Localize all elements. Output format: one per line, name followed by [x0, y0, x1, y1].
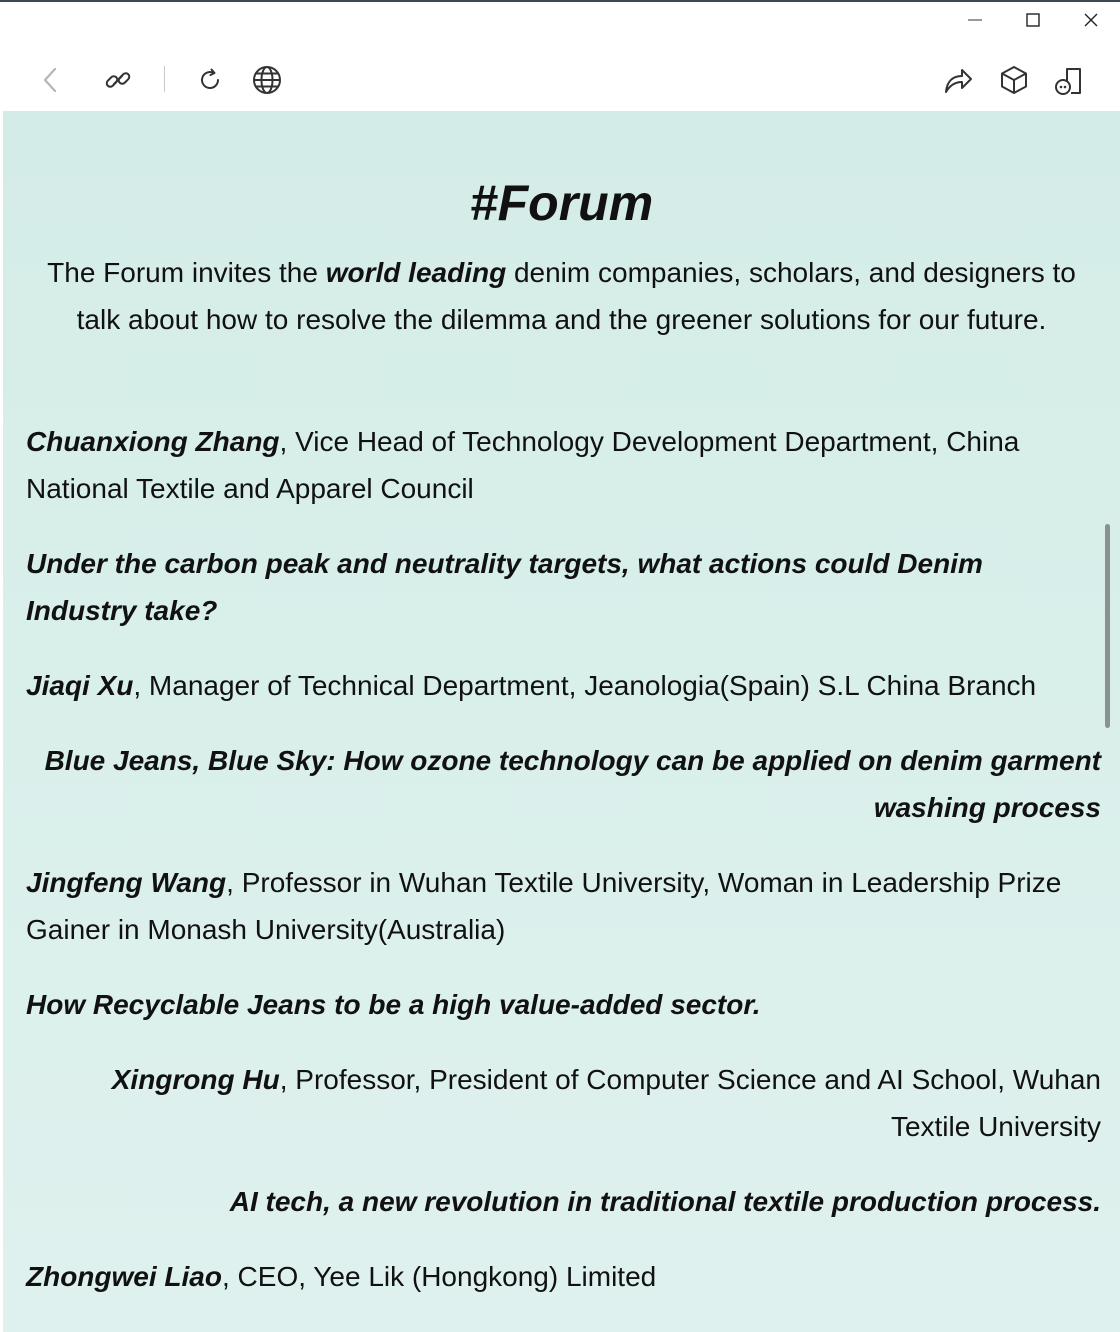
minimize-icon: [967, 12, 983, 28]
toolbar-separator: [164, 66, 165, 92]
back-button[interactable]: [32, 62, 68, 98]
speaker-name: Xingrong Hu: [111, 1064, 280, 1095]
speaker-role: , Professor, President of Computer Science and AI School, Wuhan Textile University: [279, 1064, 1101, 1142]
intro-emphasis: world leading: [325, 257, 507, 288]
speaker-entry: [26, 859, 1101, 953]
talk-topic: How Recyclable Jeans to be a high value-added sector.: [26, 989, 761, 1020]
talk-topic: Blue Jeans, Blue Sky: How ozone technology can be applied on denim garment washing process: [44, 745, 1101, 823]
talk-topic: Under the carbon peak and neutrality targets, what actions could Denim Industry take?: [26, 548, 983, 626]
speaker-name: Jiaqi Xu: [26, 670, 134, 701]
back-arrow-icon: [34, 64, 66, 96]
speaker-role: , Vice Head of Technology Development Department, China National Textile and Apparel Council: [26, 426, 1020, 504]
intro-paragraph: [23, 249, 1100, 343]
page-title: #Forum: [469, 175, 654, 231]
intro-text: The Forum invites the: [47, 257, 326, 288]
speaker-role: , Manager of Technical Department, Jeanologia(Spain) S.L China Branch: [133, 670, 1037, 701]
speaker-entry: [26, 1056, 1101, 1150]
open-in-browser-button[interactable]: [249, 62, 285, 98]
link-icon: [102, 64, 134, 96]
3d-view-button[interactable]: [996, 62, 1032, 98]
talk-topic: AI tech, a new revolution in traditional textile production process.: [229, 1186, 1101, 1217]
share-icon: [942, 64, 974, 96]
cube-icon: [998, 64, 1030, 96]
web-content: [3, 111, 1120, 1332]
reload-icon: [194, 64, 226, 96]
speaker-entry: [26, 418, 1101, 512]
speaker-name: Zhongwei Liao: [26, 1261, 222, 1292]
speaker-name: Jingfeng Wang: [26, 867, 227, 898]
share-button[interactable]: [940, 62, 976, 98]
speaker-role: , CEO, Yee Lik (Hongkong) Limited: [222, 1261, 657, 1292]
speaker-entry: [26, 662, 1101, 709]
close-icon: [1083, 12, 1099, 28]
maximize-icon: [1025, 12, 1041, 28]
speaker-entry: [26, 1253, 1101, 1300]
reload-button[interactable]: [192, 62, 228, 98]
speaker-name: Chuanxiong Zhang: [26, 426, 280, 457]
window-controls: [946, 0, 1120, 40]
globe-icon: [251, 64, 283, 96]
vertical-scrollbar[interactable]: [1105, 524, 1110, 728]
speaker-role: , Professor in Wuhan Textile University, Woman in Leadership Prize Gainer in Monash University(Australia): [26, 867, 1062, 945]
maximize-button[interactable]: [1004, 0, 1062, 40]
minimize-button[interactable]: [946, 0, 1004, 40]
app-icon: [1053, 64, 1085, 96]
browser-toolbar: [0, 52, 1120, 108]
copy-link-button[interactable]: [100, 62, 136, 98]
close-button[interactable]: [1062, 0, 1120, 40]
intro-text-rest: denim companies, scholars, and designers to talk about how to resolve the dilemma and the greener solutions for our future.: [76, 257, 1076, 335]
app-switcher-button[interactable]: [1051, 62, 1087, 98]
